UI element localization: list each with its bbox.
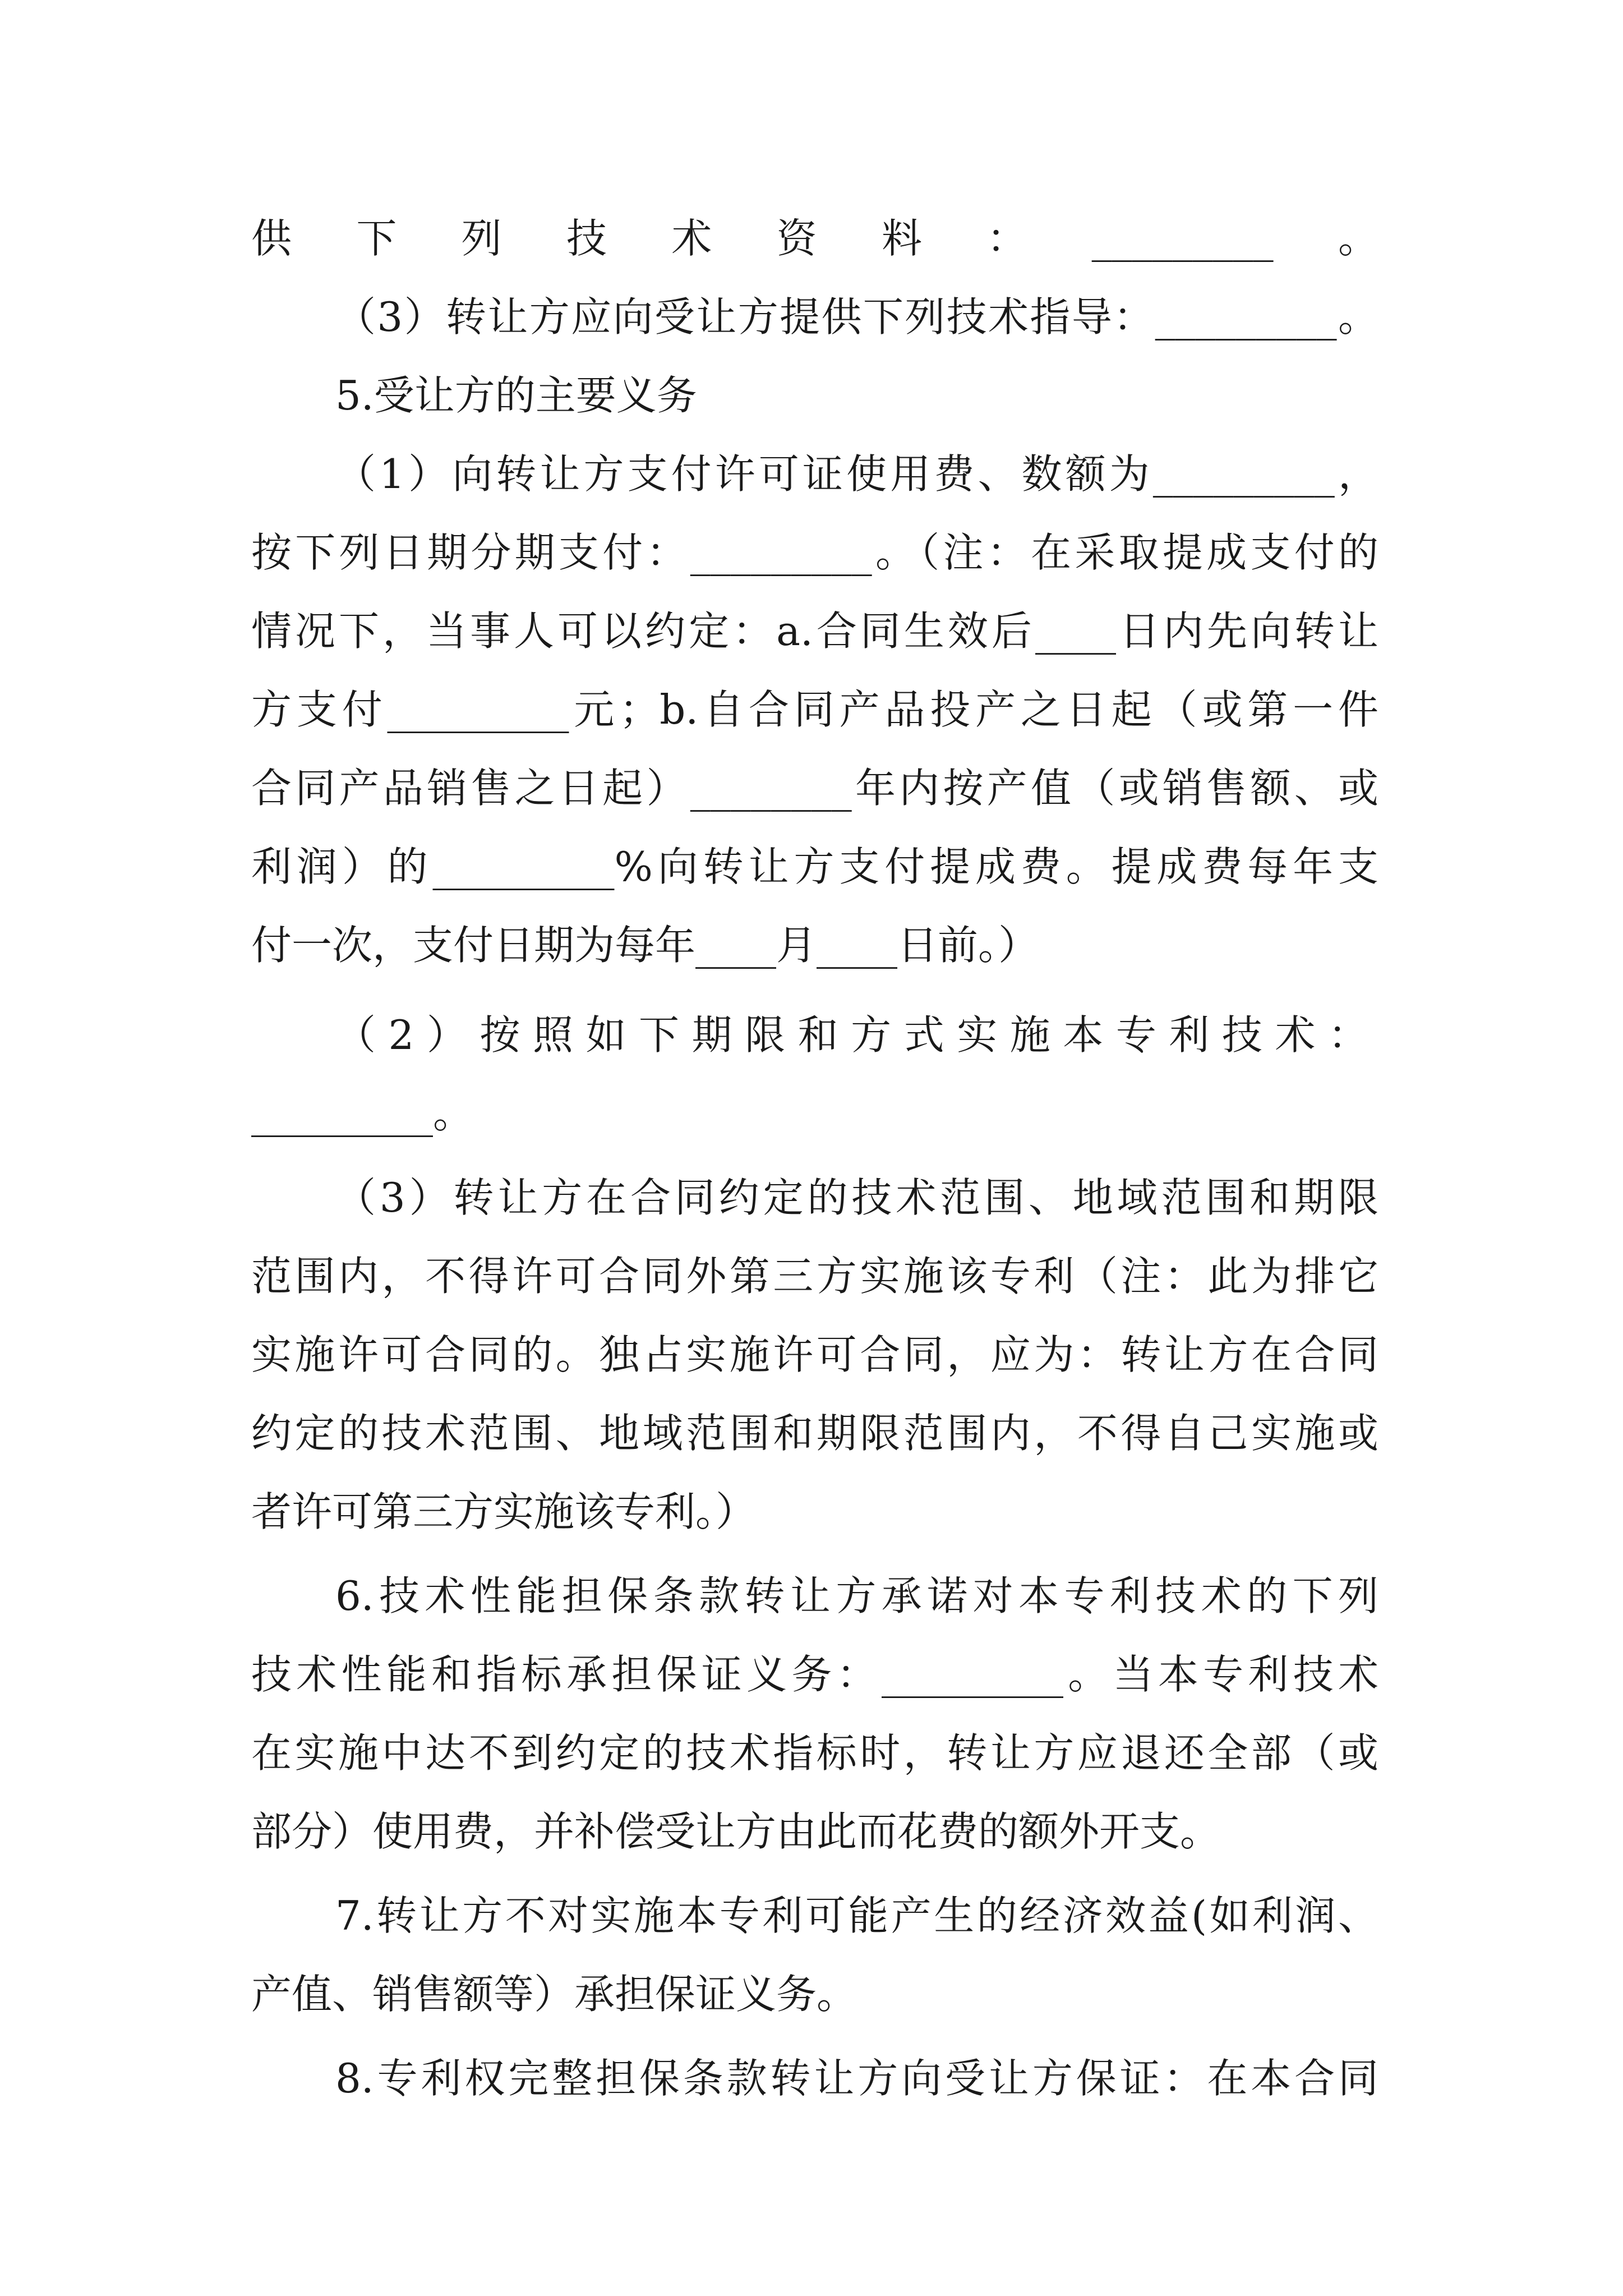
section-heading: 6.技术性能担保条款转让方承诺对本专利技术的下列	[335, 1572, 1378, 1619]
text-line: 技术性能和指标承担保证义务：_________。当本专利技术	[251, 1651, 1378, 1698]
text-line: 情况下，当事人可以约定：a.合同生效后____日内先向转让	[251, 608, 1378, 655]
text-line: _________。	[251, 1090, 474, 1137]
text-line: （1）向转让方支付许可证使用费、数额为_________，	[335, 450, 1378, 498]
text-line: 合同产品销售之日起）________年内按产值（或销售额、或	[251, 765, 1378, 812]
text-line: 者许可第三方实施该专利。）	[251, 1488, 757, 1535]
section-heading: 5.受让方的主要义务	[335, 372, 697, 419]
text-line: 约定的技术范围、地域范围和期限范围内，不得自己实施或	[251, 1410, 1378, 1457]
text-line: 利润）的_________%向转让方支付提成费。提成费每年支	[251, 843, 1378, 890]
text-line: 方支付_________元；b.自合同产品投产之日起（或第一件	[251, 686, 1378, 733]
section-heading: 7.转让方不对实施本专利可能产生的经济效益(如利润、	[335, 1892, 1378, 1939]
text-line: 范围内，不得许可合同外第三方实施该专利（注：此为排它	[251, 1253, 1378, 1300]
text-line: 付一次，支付日期为每年____月____日前。）	[251, 922, 1039, 969]
text-line: 实施许可合同的。独占实施许可合同，应为：转让方在合同	[251, 1331, 1378, 1378]
text-line: （3）转让方在合同约定的技术范围、地域范围和期限	[335, 1174, 1378, 1221]
text-line: （3）转让方应向受让方提供下列技术指导：_________。	[335, 293, 1378, 341]
section-heading: 8.专利权完整担保条款转让方向受让方保证：在本合同	[335, 2055, 1378, 2102]
text-line: （2）按照如下期限和方式实施本专利技术：	[335, 1011, 1378, 1059]
text-line: 在实施中达不到约定的技术指标时，转让方应退还全部（或	[251, 1729, 1378, 1777]
text-line: 按下列日期分期支付：_________。（注：在采取提成支付的	[251, 529, 1378, 576]
text-line: 供下列技术资料：_________。	[251, 215, 1378, 262]
text-line: 产值、销售额等）承担保证义务。	[251, 1971, 857, 2018]
text-line: 部分）使用费，并补偿受让方由此而花费的额外开支。	[251, 1808, 1221, 1855]
